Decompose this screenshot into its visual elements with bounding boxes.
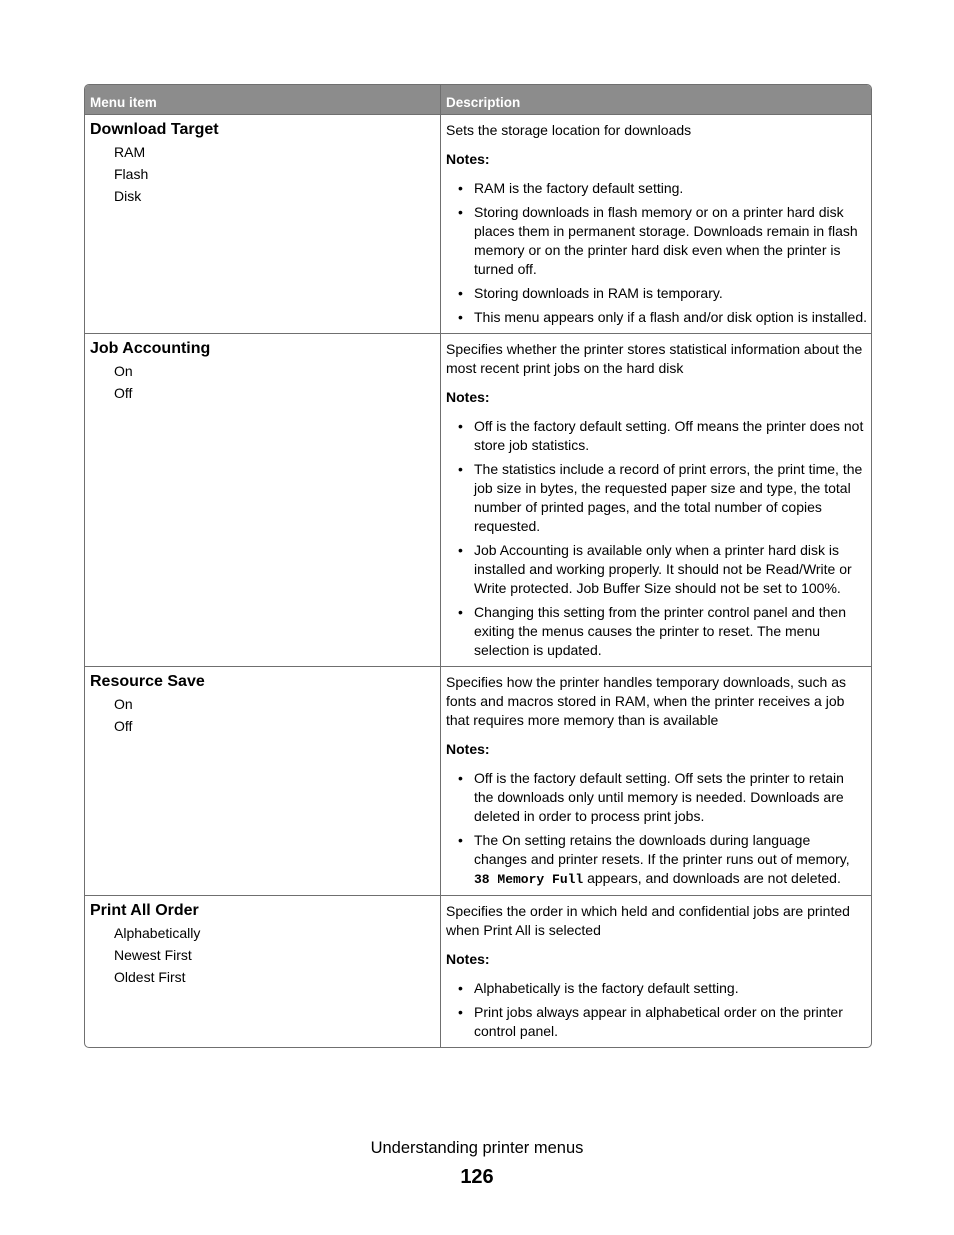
menu-option: On	[114, 696, 133, 712]
bullet-icon: •	[458, 1004, 463, 1020]
bullet-icon: •	[458, 285, 463, 301]
description-cell	[441, 115, 871, 333]
note-text: This menu appears only if a flash and/or disk option is installed.	[474, 309, 867, 325]
note-text: Storing downloads in RAM is temporary.	[474, 285, 723, 301]
header-menu-item: Menu item	[85, 85, 441, 114]
bullet-icon: •	[458, 418, 463, 434]
notes-label: Notes:	[446, 389, 490, 405]
footer-section-title: Understanding printer menus	[370, 1139, 584, 1157]
table-row	[85, 115, 871, 334]
notes-label: Notes:	[446, 151, 490, 167]
note-item	[446, 203, 867, 279]
panel-message: 38 Memory Full	[474, 872, 584, 887]
notes-list	[446, 417, 867, 660]
description-text: Specifies how the printer handles temporary downloads, such as fonts and macros stored in RAM, when the printer receives a job that requires more memory than is available	[446, 674, 846, 728]
menu-item-cell	[85, 667, 441, 895]
menu-option: Alphabetically	[114, 925, 201, 941]
note-item	[446, 831, 867, 889]
bullet-icon: •	[458, 309, 463, 325]
bullet-icon: •	[458, 204, 463, 220]
printer-menu-table	[84, 84, 872, 1048]
note-item	[446, 541, 867, 598]
menu-option: Disk	[114, 188, 142, 204]
note-item	[446, 308, 867, 327]
note-text: RAM is the factory default setting.	[474, 180, 684, 196]
note-text: Off is the factory default setting. Off sets the printer to retain the downloads only until memory is needed. Downloads are deleted in order to process print jobs.	[474, 770, 844, 824]
note-text: Alphabetically is the factory default setting.	[474, 980, 739, 996]
table-row	[85, 896, 871, 1047]
bullet-icon: •	[458, 832, 463, 848]
note-item	[446, 284, 867, 303]
menu-item-cell	[85, 334, 441, 666]
menu-option: Newest First	[114, 947, 192, 963]
note-item	[446, 1003, 867, 1041]
menu-option: Off	[114, 385, 133, 401]
note-item	[446, 769, 867, 826]
description-text: Specifies the order in which held and confidential jobs are printed when Print All is selected	[446, 903, 850, 938]
note-text: Storing downloads in flash memory or on a printer hard disk places them in permanent storage. Downloads remain in flash memory or on the printer hard disk even when the printer is turned off.	[474, 204, 858, 277]
note-item	[446, 603, 867, 660]
note-item	[446, 417, 867, 455]
bullet-icon: •	[458, 980, 463, 996]
menu-item-title: Download Target	[90, 121, 219, 138]
description-cell	[441, 896, 871, 1047]
notes-list	[446, 179, 867, 327]
note-text: The statistics include a record of print errors, the print time, the job size in bytes, the requested paper size and type, the total number of printed pages, and the total number of copies requested.	[474, 461, 863, 534]
menu-option: Flash	[114, 166, 149, 182]
note-text: Off is the factory default setting. Off means the printer does not store job statistics.	[474, 418, 864, 453]
menu-item-title: Resource Save	[90, 673, 205, 690]
bullet-icon: •	[458, 770, 463, 786]
description-cell	[441, 334, 871, 666]
note-text: The On setting retains the downloads during language changes and printer resets. If the printer runs out of memory,	[474, 832, 850, 867]
note-text: Changing this setting from the printer control panel and then exiting the menus causes the printer to reset. The menu selection is updated.	[474, 604, 847, 658]
notes-label: Notes:	[446, 951, 490, 967]
menu-option: On	[114, 363, 133, 379]
page-number: 126	[460, 1166, 494, 1188]
description-text: Specifies whether the printer stores statistical information about the most recent print jobs on the hard disk	[446, 341, 863, 376]
header-description: Description	[446, 95, 521, 110]
note-text: Print jobs always appear in alphabetical order on the printer control panel.	[474, 1004, 843, 1039]
notes-list	[446, 979, 867, 1041]
table-row	[85, 334, 871, 667]
bullet-icon: •	[458, 461, 463, 477]
menu-option: Off	[114, 718, 133, 734]
bullet-icon: •	[458, 542, 463, 558]
note-item	[446, 179, 867, 198]
menu-option: Oldest First	[114, 969, 186, 985]
description-text: Sets the storage location for downloads	[446, 122, 692, 138]
menu-item-cell	[85, 115, 441, 333]
note-text-tail: appears, and downloads are not deleted.	[583, 870, 841, 886]
table-row	[85, 667, 871, 896]
menu-item-title: Job Accounting	[90, 340, 211, 357]
note-item	[446, 979, 867, 998]
description-cell	[441, 667, 871, 895]
notes-label: Notes:	[446, 741, 490, 757]
bullet-icon: •	[458, 180, 463, 196]
note-text: Job Accounting is available only when a printer hard disk is installed and working properly. It should not be Read/Write or Write protected. Job Buffer Size should not be set to 100%.	[474, 542, 852, 596]
table-header	[85, 85, 871, 115]
menu-item-cell	[85, 896, 441, 1047]
notes-list	[446, 769, 867, 889]
menu-option: RAM	[114, 144, 146, 160]
bullet-icon: •	[458, 604, 463, 620]
menu-item-title: Print All Order	[90, 902, 199, 919]
note-item	[446, 460, 867, 536]
